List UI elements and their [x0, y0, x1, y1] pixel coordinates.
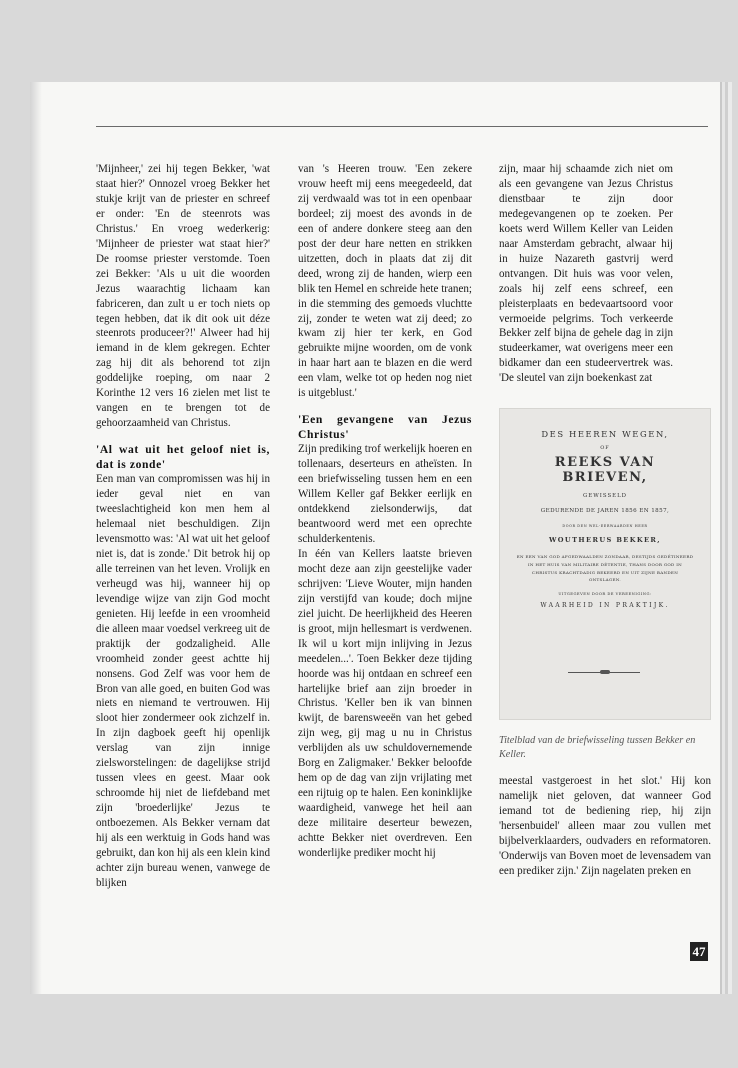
header-rule — [96, 126, 708, 127]
text-column-3-continued — [499, 774, 711, 879]
page-gutter-shade — [30, 82, 42, 994]
title-line: GEDURENDE DE JAREN 1856 EN 1857, — [540, 508, 670, 514]
title-page-image — [499, 408, 711, 720]
title-line: WAARHEID IN PRAKTIJK. — [540, 602, 670, 610]
page-number: 47 — [690, 942, 708, 961]
text-column-3 — [499, 162, 673, 386]
title-line: UITGEGEVEN DOOR DE VEREENIGING: — [558, 592, 652, 597]
figure-caption: Titelblad van de briefwisseling tussen Bekker en Keller. — [499, 735, 696, 760]
title-line: DOOR DEN WEL-EERWAARDEN HEER — [562, 524, 648, 528]
title-line: WOUTHERUS BEKKER, — [548, 536, 661, 544]
paragraph: Zijn prediking trof werkelijk hoeren en tollenaars, deserteurs en atheïsten. In een briefwisseling tussen hem en een Willem Keller gaf Bekker eerlijk en ontdekkend zielsonderwijs, dat beantwoord werd met een oprechte schulderkentenis. — [298, 443, 472, 545]
title-line: EN EEN VAN GOD AFGEDWAALDEN ZONDAAR, DESTIJDS GEDÉTINEERD IN HET HUIS VAN MILITAIRE DÉTENTIE, THANS DOOR GOD IN CHRISTUS KRACHTDADIG BEKEERD EN UIT ZIJNE BANDEN ONTSLAGEN. — [516, 554, 694, 583]
title-line: OF — [600, 445, 610, 451]
paragraph: van 's Heeren trouw. 'Een zekere vrouw heeft mij eens meegedeeld, dat zij verdwaald was tot in een openbaar bordeel; zij moest des avonds in de een of andere donkere steeg aan den post der deur hare netten en strikken uitzetten, doch in plaats dat zij dit deed, wrong zij de handen, wierp een blik ten Hemel en schreide hete tranen; in die stemming des gemoeds vluchtte zij, zonder te weten wat zij deed; zo kwam zij hier ter kerk, en God gebruikte mijne woorden, om de vonk in haar hart aan te blazen en die werd een vlam, welke tot op heden nog niet is uitgeblust.' — [298, 163, 472, 400]
paragraph: Een man van compromissen was hij in ieder geval niet en van tweeslachtigheid kon men hem al helemaal niet beschuldigen. Zijn levensmotto was: 'Al wat uit het geloof niet is, dat is zonde.' Dit betrok hij op alle terreinen van het leven. Vrolijk en verheugd was hij, wanneer hij op levendige wijze van zijn God mocht genieten. Hij leefde in een vroomheid die alleen maar voedsel verkreeg uit de praktijk der godzaligheid. Alle vroomheid zonder geest achtte hij nonsens. God Zelf was voor hem de Bron van alle goed, en buiten God was niets en niemand te vertrouwen. Hij sloot hier zondermeer ook zichzelf in. In zijn dagboek geeft hij openlijk verslag van zijn innige zielsworstelingen: de dagelijkse strijd tussen vlees en geest. Maar ook schroomde hij niet de liefdeband met zijn 'broederlijke' Jezus te ontboezemen. Als Bekker vernam dat hij als een werktuig in Gods hand was gebruikt, dan kon hij als een klein kind achter zijn bureau wenen, vanwege de blijken — [96, 473, 270, 889]
paragraph: zijn, maar hij schaamde zich niet om als een gevangene van Jezus Christus dienstbaar te zijn door medegevangenen op te zoeken. Per koets werd Willem Keller van Leiden naar Amsterdam gebracht, alwaar hij in huize Nazareth gastvrij werd ontvangen. Dit huis was voor velen, zoals hij zelf eens schreef, een pleisterplaats en bedevaartsoord voor vermoeide pelgrims. Toch verkeerde Bekker zelf bijna de gehele dag in zijn studeerkamer, wat overigens meer een bidkamer dan een studeervertrek was. 'De sleutel van zijn boekenkast zat — [499, 163, 673, 385]
section-heading: 'Een gevangene van Jezus Christus' — [298, 413, 472, 441]
title-line: GEWISSELD — [582, 493, 628, 499]
ornament-dot — [600, 670, 610, 674]
paragraph: meestal vastgeroest in het slot.' Hij kon namelijk niet geloven, dat wanneer God iemand tot de bediening riep, hij zijn 'hersenbuidel' alleen maar zou vullen met bijbelverklaarders, oudvaders en reformatoren. 'Onderwijs van Boven moet de levensadem van een prediker zijn.' Zijn nagelaten preken en — [499, 775, 711, 877]
paragraph: 'Mijnheer,' zei hij tegen Bekker, 'wat staat hier?' Onnozel vroeg Bekker het stukje krijt van de priester en schreef er onder: 'En de steenrots was Christus.' En vroeg wederkerig: 'Mijnheer de priester wat staat hier?' De roomse priester verstomde. Toen zei Bekker: 'Als u uit die woorden Jezus waarachtig lichaam kan fabriceren, dan zult u er toch niets op tegen hebben, dat ik dit ook uit déze steenrots produceer?!' Alweer had hij iemand in de klem gekregen. Echter zag hij dit als behorend tot zijn goddelijke roeping, om naar 2 Korinthe 12 vers 16 zielen met list te vangen en te brengen tot de gehoorzaamheid van Christus. — [96, 163, 270, 430]
section-heading: 'Al wat uit het geloof niet is, dat is zonde' — [96, 443, 270, 471]
text-column-1 — [96, 162, 270, 891]
title-line: DES HEEREN WEGEN, — [541, 429, 669, 439]
title-line: REEKS VAN BRIEVEN, — [554, 455, 656, 485]
text-column-2 — [298, 162, 472, 861]
paragraph: In één van Kellers laatste brieven mocht deze aan zijn geestelijke vader schrijven: 'Lieve Wouter, mijn handen zijn verstijfd van koude; doch mijne ziel juicht. De heerlijkheid des Heeren is groot, mijn hellesmart is verdwenen. Ik wil u kort mijn inlijving in Jezus meedelen...'. Toen Bekker deze tijding hoorde was hij ontdaan en schreef een hartelijke brief aan zijn broeder in Christus. 'Keller ben ik van binnen kwijt, de barensweeën van het gebed zijn weg, gij mag u nu in Christus verblijden als uw schuldovernemende Borg en Zaligmaker.' Bekker beloofde hem op de dag van zijn vrijlating met een rijtuig op te halen. Een koninklijke waardigheid, vanwege het heil aan deze militaire deserteur bewezen, achtte Bekker niet overdreven. Een wonderlijke prediker mocht hij — [298, 547, 472, 859]
